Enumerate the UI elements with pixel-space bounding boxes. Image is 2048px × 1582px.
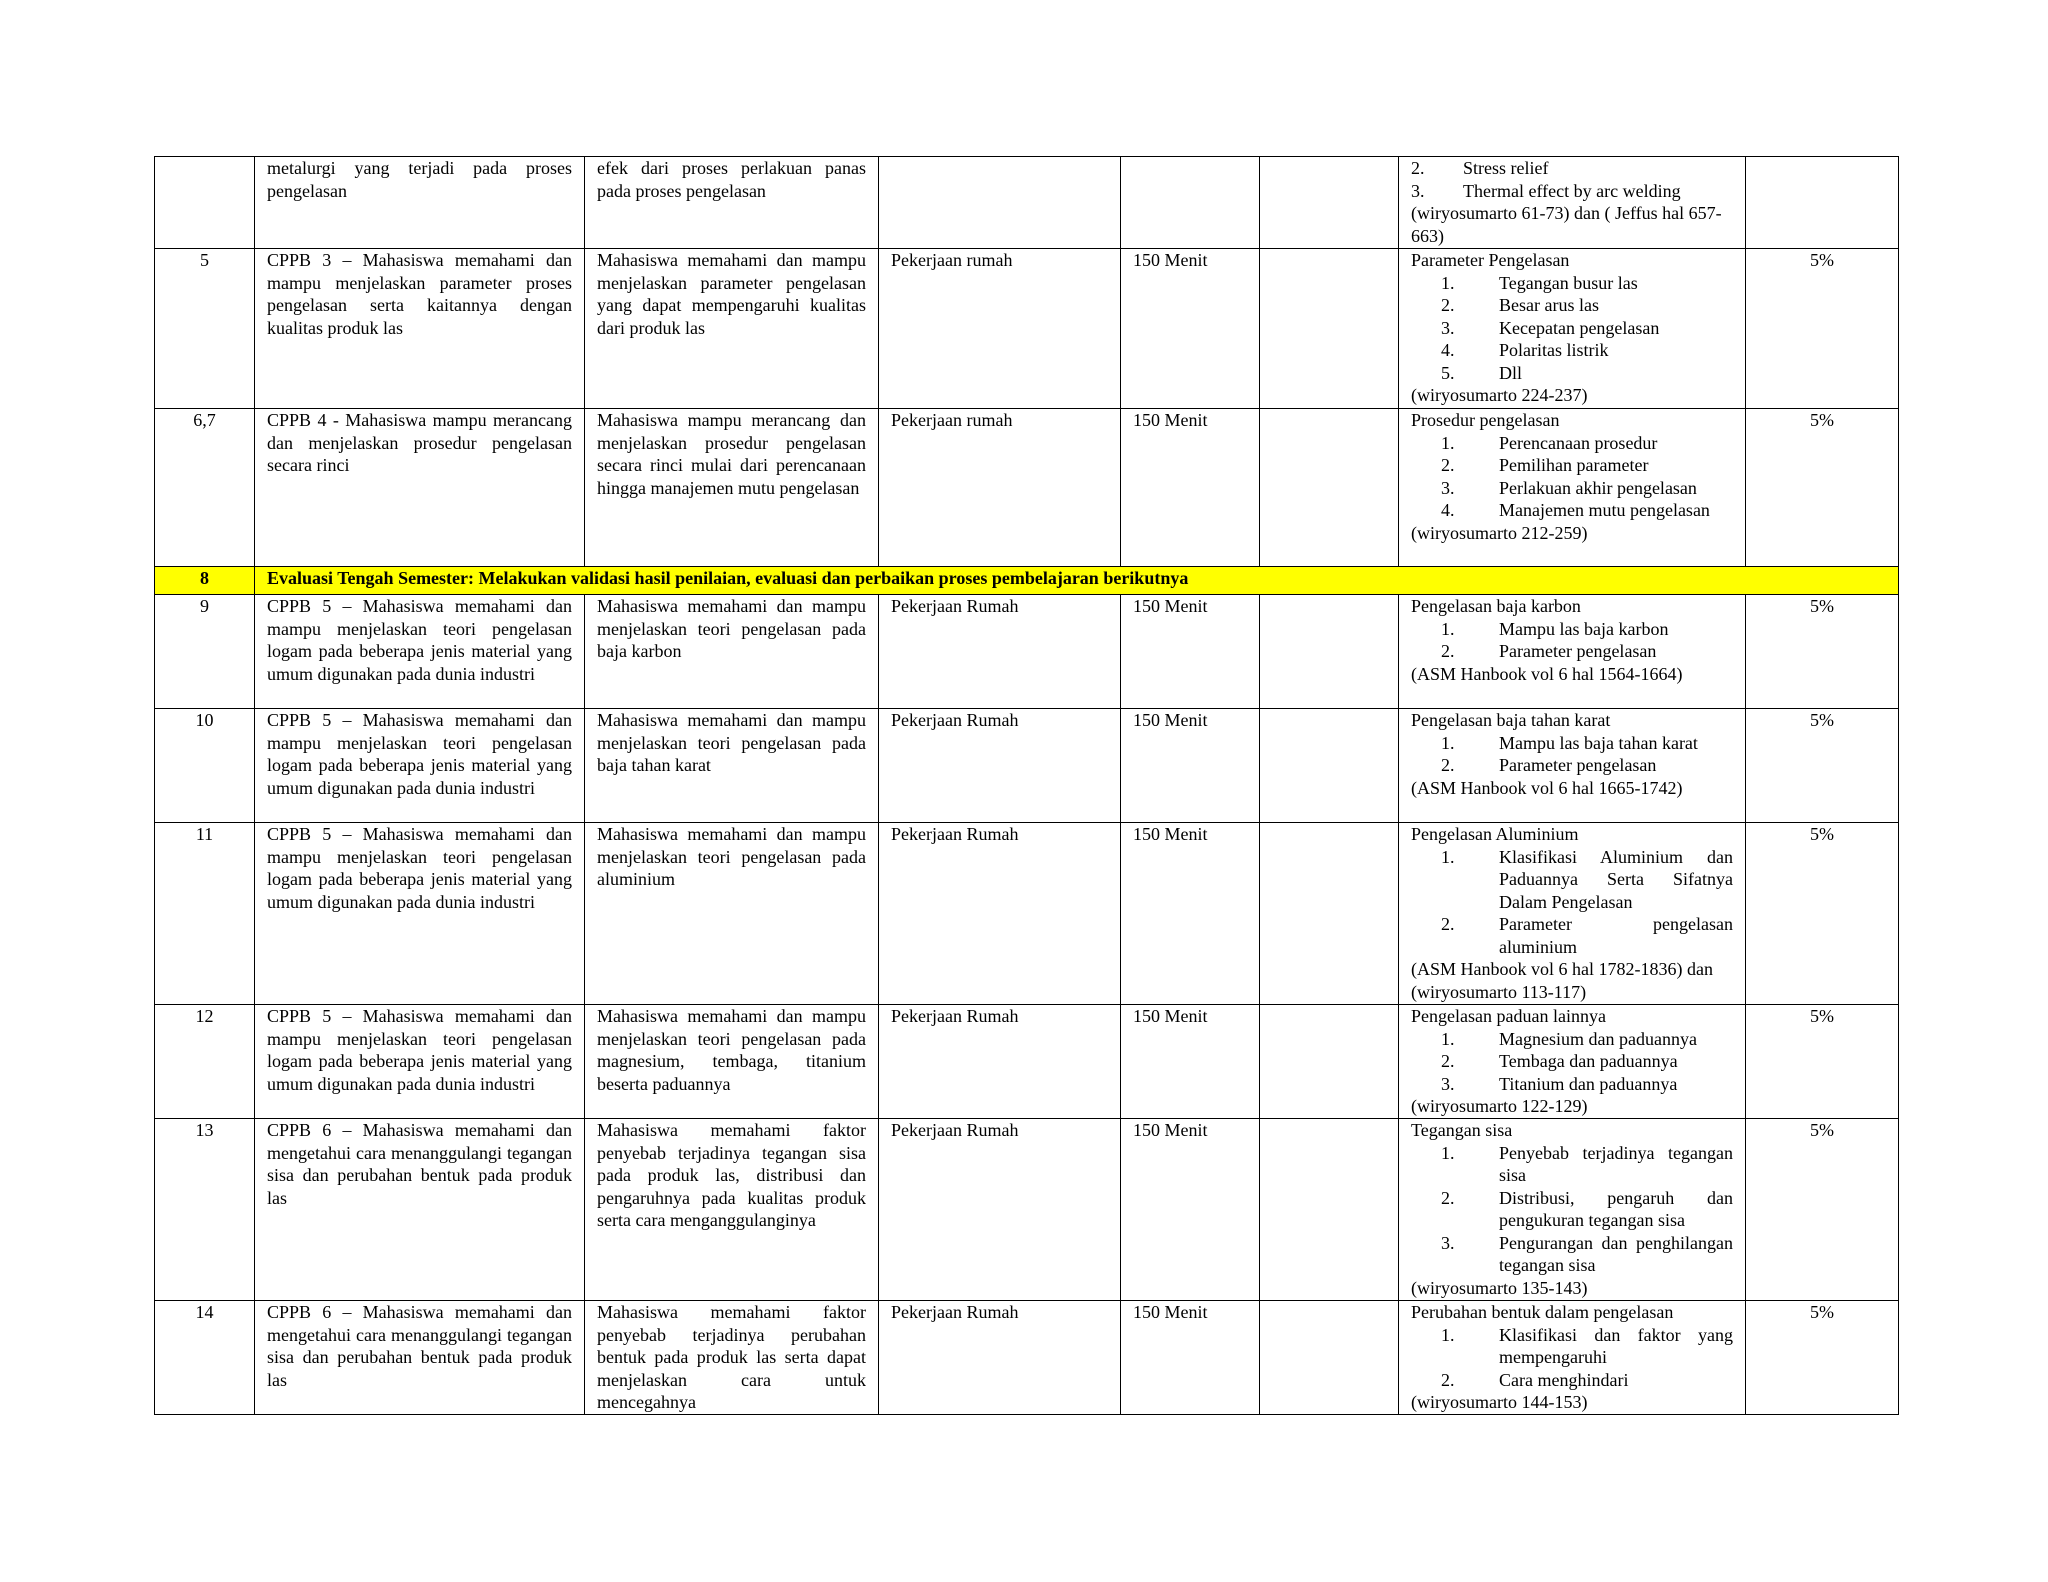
material-title: Prosedur pengelasan: [1411, 410, 1560, 430]
weight-cell: 5%: [1746, 1119, 1899, 1301]
week-number-cell: 6,7: [155, 409, 255, 567]
indicator-cell: Mahasiswa memahami dan mampu menjelaskan teori pengelasan pada baja tahan karat: [585, 709, 879, 823]
table-row: [155, 1119, 1899, 1301]
material-cell: [1399, 157, 1746, 249]
material-reference: (wiryosumarto 122-129): [1411, 1096, 1588, 1116]
list-text: Manajemen mutu pengelasan: [1499, 500, 1710, 520]
material-reference: (ASM Hanbook vol 6 hal 1665-1742): [1411, 777, 1683, 798]
list-text: Kecepatan pengelasan: [1499, 317, 1660, 338]
week-number-cell: 11: [155, 823, 255, 1005]
list-number: 1.: [1441, 1142, 1455, 1163]
material-list: [1411, 272, 1733, 385]
weight-cell: 5%: [1746, 595, 1899, 709]
list-number: 3.: [1441, 1232, 1455, 1253]
material-list-item: [1411, 1050, 1733, 1073]
material-cell: [1399, 249, 1746, 409]
list-text: Besar arus las: [1499, 295, 1599, 315]
material-list-item: [1411, 294, 1733, 317]
empty-cell: [1260, 157, 1399, 249]
weight-cell: [1746, 157, 1899, 249]
learning-outcome-cell: CPPB 3 – Mahasiswa memahami dan mampu menjelaskan parameter proses pengelasan serta kaitannya dengan kualitas produk las: [255, 249, 585, 409]
material-list-item: [1411, 1142, 1733, 1187]
empty-cell: [1260, 1301, 1399, 1415]
list-number: 5.: [1441, 362, 1455, 383]
list-text: Tembaga dan paduannya: [1499, 1051, 1678, 1071]
evaluation-row: [155, 567, 1899, 595]
learning-outcome-cell: CPPB 5 – Mahasiswa memahami dan mampu menjelaskan teori pengelasan logam pada beberapa jenis material yang umum digunakan pada dunia industri: [255, 823, 585, 1005]
material-list-item: [1411, 317, 1733, 340]
indicator-cell: Mahasiswa mampu merancang dan menjelaskan prosedur pengelasan secara rinci mulai dari perencanaan hingga manajemen mutu pengelasan: [585, 409, 879, 567]
material-list-item: [1411, 362, 1733, 385]
list-text: Distribusi, pengaruh dan pengukuran tegangan sisa: [1499, 1187, 1733, 1230]
learning-outcome-cell: CPPB 6 – Mahasiswa memahami dan mengetahui cara menanggulangi tegangan sisa dan perubahan bentuk pada produk las: [255, 1119, 585, 1301]
material-list: [1411, 1324, 1733, 1392]
material-cell: [1399, 1301, 1746, 1415]
list-number: 1.: [1441, 846, 1455, 867]
time-allocation-cell: 150 Menit: [1121, 1005, 1260, 1119]
learning-method-cell: Pekerjaan Rumah: [879, 595, 1121, 709]
material-cell: [1399, 1005, 1746, 1119]
list-text: Thermal effect by arc welding: [1463, 180, 1681, 201]
material-list: [1411, 1142, 1733, 1277]
material-list-item: [1411, 640, 1733, 663]
learning-method-cell: Pekerjaan Rumah: [879, 709, 1121, 823]
list-text: Klasifikasi Aluminium dan Paduannya Serta Sifatnya Dalam Pengelasan: [1499, 846, 1733, 912]
weight-cell: 5%: [1746, 249, 1899, 409]
table-row: [155, 1005, 1899, 1119]
material-list-item: [1411, 846, 1733, 914]
empty-cell: [1260, 249, 1399, 409]
material-title: Pengelasan baja karbon: [1411, 596, 1581, 616]
table-row: [155, 249, 1899, 409]
table-row: [155, 1301, 1899, 1415]
table-row: [155, 709, 1899, 823]
list-number: 2.: [1441, 295, 1455, 315]
empty-cell: [1260, 1119, 1399, 1301]
list-number: 1.: [1441, 618, 1455, 639]
material-reference: (wiryosumarto 144-153): [1411, 1392, 1588, 1412]
list-text: Perencanaan prosedur: [1499, 432, 1658, 453]
list-text: Pengurangan dan penghilangan tegangan sisa: [1499, 1232, 1733, 1275]
time-allocation-cell: 150 Menit: [1121, 1119, 1260, 1301]
empty-cell: [1260, 1005, 1399, 1119]
indicator-cell: Mahasiswa memahami dan mampu menjelaskan parameter pengelasan yang dapat mempengaruhi kualitas dari produk las: [585, 249, 879, 409]
material-list-item: [1411, 913, 1733, 958]
week-number-cell: 5: [155, 249, 255, 409]
indicator-cell: Mahasiswa memahami dan mampu menjelaskan teori pengelasan pada magnesium, tembaga, titanium beserta paduannya: [585, 1005, 879, 1119]
list-number: 2.: [1441, 1051, 1455, 1071]
week-number-cell: [155, 157, 255, 249]
list-number: 1.: [1441, 432, 1455, 453]
material-list-item: [1411, 1369, 1733, 1392]
material-list-item: [1411, 432, 1733, 455]
time-allocation-cell: 150 Menit: [1121, 709, 1260, 823]
material-title: Tegangan sisa: [1411, 1120, 1513, 1140]
material-reference: (ASM Hanbook vol 6 hal 1782-1836) dan (wiryosumarto 113-117): [1411, 959, 1713, 1002]
material-reference: (wiryosumarto 135-143): [1411, 1277, 1588, 1298]
list-number: 1.: [1441, 1028, 1455, 1049]
list-number: 3.: [1441, 477, 1455, 498]
time-allocation-cell: 150 Menit: [1121, 1301, 1260, 1415]
material-title: Pengelasan baja tahan karat: [1411, 710, 1611, 730]
list-text: Mampu las baja karbon: [1499, 618, 1669, 639]
learning-outcome-cell: CPPB 5 – Mahasiswa memahami dan mampu menjelaskan teori pengelasan logam pada beberapa jenis material yang umum digunakan pada dunia industri: [255, 595, 585, 709]
time-allocation-cell: 150 Menit: [1121, 409, 1260, 567]
learning-outcome-cell: CPPB 5 – Mahasiswa memahami dan mampu menjelaskan teori pengelasan logam pada beberapa jenis material yang umum digunakan pada dunia industri: [255, 1005, 585, 1119]
table-row: [155, 157, 1899, 249]
material-title: Pengelasan Aluminium: [1411, 824, 1579, 844]
list-text: Pemilihan parameter: [1499, 455, 1649, 475]
list-number: 2.: [1441, 755, 1455, 775]
learning-method-cell: Pekerjaan Rumah: [879, 1119, 1121, 1301]
time-allocation-cell: 150 Menit: [1121, 595, 1260, 709]
weight-cell: 5%: [1746, 1005, 1899, 1119]
list-number: 2.: [1441, 1187, 1455, 1208]
week-number-cell: 9: [155, 595, 255, 709]
material-list-item: [1411, 732, 1733, 755]
material-list-item: [1411, 157, 1733, 180]
list-text: Tegangan busur las: [1499, 272, 1638, 293]
week-number-cell: 13: [155, 1119, 255, 1301]
material-cell: [1399, 595, 1746, 709]
list-number: 3.: [1441, 317, 1455, 338]
list-text: Parameter pengelasan: [1499, 755, 1657, 775]
course-plan-table: [154, 156, 1899, 1415]
indicator-cell: efek dari proses perlakuan panas pada proses pengelasan: [585, 157, 879, 249]
material-title: Pengelasan paduan lainnya: [1411, 1006, 1606, 1026]
list-text: Parameter pengelasan aluminium: [1499, 914, 1733, 957]
learning-outcome-cell: CPPB 5 – Mahasiswa memahami dan mampu menjelaskan teori pengelasan logam pada beberapa jenis material yang umum digunakan pada dunia industri: [255, 709, 585, 823]
list-text: Parameter pengelasan: [1499, 641, 1657, 661]
material-list: [1411, 618, 1733, 663]
time-allocation-cell: [1121, 157, 1260, 249]
list-number: 4.: [1441, 500, 1455, 520]
material-cell: [1399, 1119, 1746, 1301]
material-reference: (ASM Hanbook vol 6 hal 1564-1664): [1411, 663, 1683, 684]
list-number: 1.: [1441, 732, 1455, 753]
learning-method-cell: Pekerjaan rumah: [879, 409, 1121, 567]
indicator-cell: Mahasiswa memahami faktor penyebab terjadinya tegangan sisa pada produk las, distribusi dan pengaruhnya pada kualitas produk serta cara menganggulanginya: [585, 1119, 879, 1301]
material-reference: (wiryosumarto 224-237): [1411, 385, 1588, 405]
list-number: 4.: [1441, 340, 1455, 360]
material-list-item: [1411, 1073, 1733, 1096]
list-text: Klasifikasi dan faktor yang mempengaruhi: [1499, 1324, 1733, 1367]
material-list-item: [1411, 754, 1733, 777]
list-number: 2.: [1441, 455, 1455, 475]
list-number: 1.: [1441, 272, 1455, 293]
table-body: [155, 157, 1899, 1415]
material-title: Perubahan bentuk dalam pengelasan: [1411, 1302, 1674, 1322]
material-list-item: [1411, 477, 1733, 500]
list-number: 2.: [1441, 914, 1455, 934]
material-list: [1411, 1028, 1733, 1096]
time-allocation-cell: 150 Menit: [1121, 823, 1260, 1005]
weight-cell: 5%: [1746, 709, 1899, 823]
material-reference: (wiryosumarto 212-259): [1411, 522, 1588, 543]
learning-outcome-cell: metalurgi yang terjadi pada proses pengelasan: [255, 157, 585, 249]
list-number: 2.: [1441, 641, 1455, 661]
material-list-item: [1411, 1028, 1733, 1051]
weight-cell: 5%: [1746, 1301, 1899, 1415]
material-list-item: [1411, 272, 1733, 295]
material-list-item: [1411, 499, 1733, 522]
table-row: [155, 595, 1899, 709]
material-list: [1411, 846, 1733, 959]
indicator-cell: Mahasiswa memahami dan mampu menjelaskan teori pengelasan pada baja karbon: [585, 595, 879, 709]
learning-outcome-cell: CPPB 6 – Mahasiswa memahami dan mengetahui cara menanggulangi tegangan sisa dan perubahan bentuk pada produk las: [255, 1301, 585, 1415]
list-number: 3.: [1411, 180, 1425, 201]
weight-cell: 5%: [1746, 409, 1899, 567]
list-text: Stress relief: [1463, 158, 1549, 178]
list-text: Penyebab terjadinya tegangan sisa: [1499, 1142, 1733, 1185]
list-text: Polaritas listrik: [1499, 340, 1609, 360]
material-list-item: [1411, 1232, 1733, 1277]
list-number: 3.: [1441, 1073, 1455, 1094]
learning-method-cell: Pekerjaan Rumah: [879, 1301, 1121, 1415]
table-row: [155, 409, 1899, 567]
material-list-item: [1411, 180, 1733, 203]
list-text: Titanium dan paduannya: [1499, 1073, 1678, 1094]
list-text: Magnesium dan paduannya: [1499, 1028, 1697, 1049]
material-reference: (wiryosumarto 61-73) dan ( Jeffus hal 657-663): [1411, 203, 1722, 246]
indicator-cell: Mahasiswa memahami dan mampu menjelaskan teori pengelasan pada aluminium: [585, 823, 879, 1005]
material-list-item: [1411, 618, 1733, 641]
list-number: 2.: [1411, 158, 1425, 178]
list-text: Mampu las baja tahan karat: [1499, 732, 1698, 753]
learning-method-cell: Pekerjaan Rumah: [879, 1005, 1121, 1119]
time-allocation-cell: 150 Menit: [1121, 249, 1260, 409]
week-number-cell: 12: [155, 1005, 255, 1119]
learning-method-cell: [879, 157, 1121, 249]
learning-method-cell: Pekerjaan Rumah: [879, 823, 1121, 1005]
empty-cell: [1260, 709, 1399, 823]
list-number: 1.: [1441, 1324, 1455, 1345]
material-cell: [1399, 823, 1746, 1005]
material-cell: [1399, 709, 1746, 823]
learning-outcome-cell: CPPB 4 - Mahasiswa mampu merancang dan menjelaskan prosedur pengelasan secara rinci: [255, 409, 585, 567]
empty-cell: [1260, 409, 1399, 567]
material-list-item: [1411, 1324, 1733, 1369]
week-number-cell: 10: [155, 709, 255, 823]
indicator-cell: Mahasiswa memahami faktor penyebab terjadinya perubahan bentuk pada produk las serta dapat menjelaskan cara untuk mencegahnya: [585, 1301, 879, 1415]
list-text: Dll: [1499, 362, 1523, 383]
week-number-cell: 14: [155, 1301, 255, 1415]
list-number: 2.: [1441, 1369, 1455, 1390]
learning-method-cell: Pekerjaan rumah: [879, 249, 1121, 409]
empty-cell: [1260, 595, 1399, 709]
material-list: [1411, 432, 1733, 522]
table-row: [155, 823, 1899, 1005]
evaluation-text-cell: Evaluasi Tengah Semester: Melakukan validasi hasil penilaian, evaluasi dan perbaikan proses pembelajaran berikutnya: [255, 567, 1899, 595]
week-number-cell: 8: [155, 567, 255, 595]
material-cell: [1399, 409, 1746, 567]
material-list-item: [1411, 454, 1733, 477]
empty-cell: [1260, 823, 1399, 1005]
material-list: [1411, 157, 1733, 202]
material-list-item: [1411, 339, 1733, 362]
list-text: Perlakuan akhir pengelasan: [1499, 477, 1697, 498]
list-text: Cara menghindari: [1499, 1369, 1629, 1390]
material-list: [1411, 732, 1733, 777]
material-list-item: [1411, 1187, 1733, 1232]
material-title: Parameter Pengelasan: [1411, 250, 1570, 270]
weight-cell: 5%: [1746, 823, 1899, 1005]
